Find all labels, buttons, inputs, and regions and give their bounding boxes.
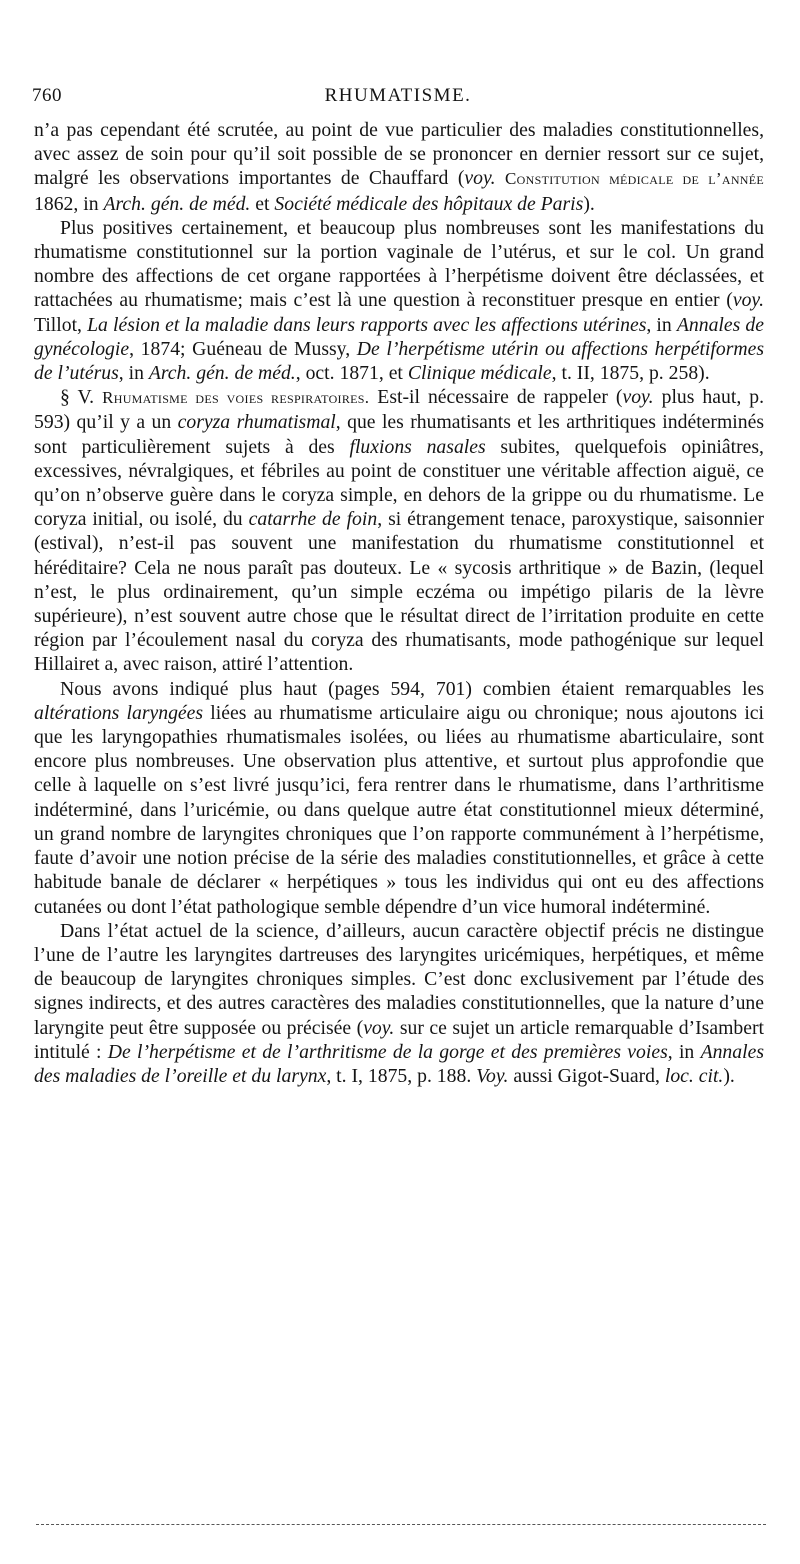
italic-run: voy. (363, 1016, 395, 1039)
text-run: aussi Gigot-Suard, (508, 1064, 665, 1087)
page-header (32, 85, 764, 115)
text-run: plus haut, p. 593) qu’il y a un (34, 386, 765, 434)
text-run: , t. I, 1875, p. 188. (326, 1064, 477, 1087)
paragraph-1 (34, 118, 764, 216)
text-run: Dans l’état actuel de la science, d’ailleurs, aucun caractère objectif précis ne distingue l’une de l’autre les laryngites dartreuses des laryngites uricémiques, herpétiques, et même de beaucoup de laryngites chroniques simples. C’est donc exclusivement par l’étude des signes indirects, et des autres caractères des maladies constitutionnelles, que la nature d’une laryngite peut être supposée ou précisée ( (34, 919, 764, 1039)
italic-run: Clinique médicale (407, 362, 552, 385)
paragraph-5 (34, 919, 764, 1088)
small-caps-run: Constitution médicale de l’année (505, 169, 765, 189)
running-title: RHUMATISME. (324, 85, 472, 106)
text-run: , in (667, 1040, 701, 1063)
italic-run: De l’herpétisme et de l’arthritisme de la gorge et des premières voies (107, 1040, 668, 1063)
text-run: n’a pas cependant été scrutée, au point de vue particulier des maladies constitutionnelles, avec assez de soin pour qu’il soit possible de se prononcer en dernier ressort sur ce sujet, malgré les observations importantes de Chauffard ( (34, 119, 764, 190)
paragraph-3 (34, 385, 764, 676)
section-mark: § V. (60, 386, 103, 409)
italic-run: Société médicale des hôpitaux de Paris (274, 192, 584, 215)
italic-run: Annales de gynécologie (34, 313, 764, 360)
italic-run: altérations laryngées (34, 701, 204, 724)
text-run: Tillot, (34, 313, 88, 336)
text-run: subites, quelquefois opiniâtres, excessives, névralgiques, et fébriles au point de constituer une véritable affection aiguë, ce qu’on n’observe guère dans le coryza simple, en dehors de la grippe ou du rhumatisme. Le coryza initial, ou isolé, du (34, 435, 764, 531)
italic-run: Arch. gén. de méd. (103, 192, 251, 215)
italic-run: coryza rhumatismal (177, 411, 336, 434)
italic-run: La lésion et la maladie dans leurs rapports avec les affections utérines (87, 313, 647, 336)
text-run: liées au rhumatisme articulaire aigu ou chronique; nous ajoutons ici que les laryngopathies rhumatismales isolées, ou liées au rhumatisme abarticulaire, sont encore plus nombreuses. Une observation plus attentive, et surtout plus approfondie que celle à laquelle on s’est livré jusqu’ici, fera rentrer dans le rhumatisme, dans l’arthritisme indéterminé, dans l’uricémie, ou dans quelque autre état constitutionnel mieux déterminé, un grand nombre de laryngites chroniques que l’on rapporte communément à l’herpétisme, faute d’avoir une notion précise de la série des maladies constitutionnelles, et grâce à cette habitude banale de déclarer « herpétiques » tous les individus qui ont eu des affections cutanées ou dont l’état pathologique semble dépendre d’un vice humoral indéterminé. (34, 701, 764, 918)
italic-run: Voy. (476, 1064, 509, 1087)
text-run (496, 167, 505, 189)
italic-run: Arch. gén. de méd. (148, 362, 296, 385)
italic-run: De l’herpétisme utérin ou affections herpétiformes de l’utérus (34, 337, 764, 385)
paragraph-2 (34, 216, 764, 385)
text-run: 1862, in (34, 192, 104, 215)
text-run: , t. II, 1875, p. 258). (551, 362, 710, 385)
section-heading: Rhumatisme des voies respiratoires. (102, 388, 370, 408)
text-run: ). (583, 192, 595, 215)
paragraph-4 (34, 677, 764, 919)
text-run: , si étrangement tenace, paroxystique, saisonnier (estival), n’est-il pas souvent une manifestation du rhumatisme constitutionnel et héréditaire? Cela ne nous paraît pas douteux. Le « sycosis arthritique » de Bazin, (lequel n’est, le plus ordinairement, qu’un simple eczéma ou impétigo pilaris de la lèvre supérieure), n’est souvent autre chose que le résultat direct de l’irritation produite en cette région par l’écoulement nasal du coryza des rhumatisants, mode pathogénique sur lequel Hillairet a, avec raison, attiré l’attention. (34, 508, 765, 676)
italic-run: catarrhe de foin (248, 508, 378, 531)
footer-rule (36, 1524, 766, 1525)
page-number: 760 (32, 85, 62, 106)
italic-run: voy. (732, 289, 764, 312)
text-run: Nous avons indiqué plus haut (pages 594, 701) combien étaient remarquables les (60, 677, 764, 700)
italic-run: voy. (464, 167, 496, 190)
text-run: Est-il nécessaire de rappeler ( (369, 386, 623, 409)
text-run: , 1874; Guéneau de Mussy, (129, 337, 357, 360)
text-run: et (250, 192, 275, 215)
text-run: , que les rhumatisants et les arthritiques indéterminés sont particulièrement sujets à des (34, 411, 764, 458)
text-run: Plus positives certainement, et beaucoup plus nombreuses sont les manifestations du rhumatisme constitutionnel sur la portion vaginale de l’utérus, et sur le col. Un grand nombre des affections de cet organe rapportées à l’herpétisme doivent être déclassées, et rattachées au rhumatisme; mais c’est là une question à reconstituer presque en entier ( (34, 216, 764, 312)
italic-run: loc. cit. (664, 1064, 724, 1087)
text-run: sur ce sujet un article remarquable d’Isambert intitulé : (34, 1016, 764, 1063)
text-run: , in (646, 313, 677, 336)
italic-run: fluxions nasales (349, 435, 486, 458)
italic-run: voy. (622, 386, 654, 409)
text-run: ). (723, 1064, 735, 1087)
italic-run: Annales des maladies de l’oreille et du larynx (34, 1040, 764, 1087)
text-run: , in (118, 362, 149, 385)
text-run: , oct. 1871, et (295, 362, 408, 385)
body-text (34, 118, 764, 1088)
